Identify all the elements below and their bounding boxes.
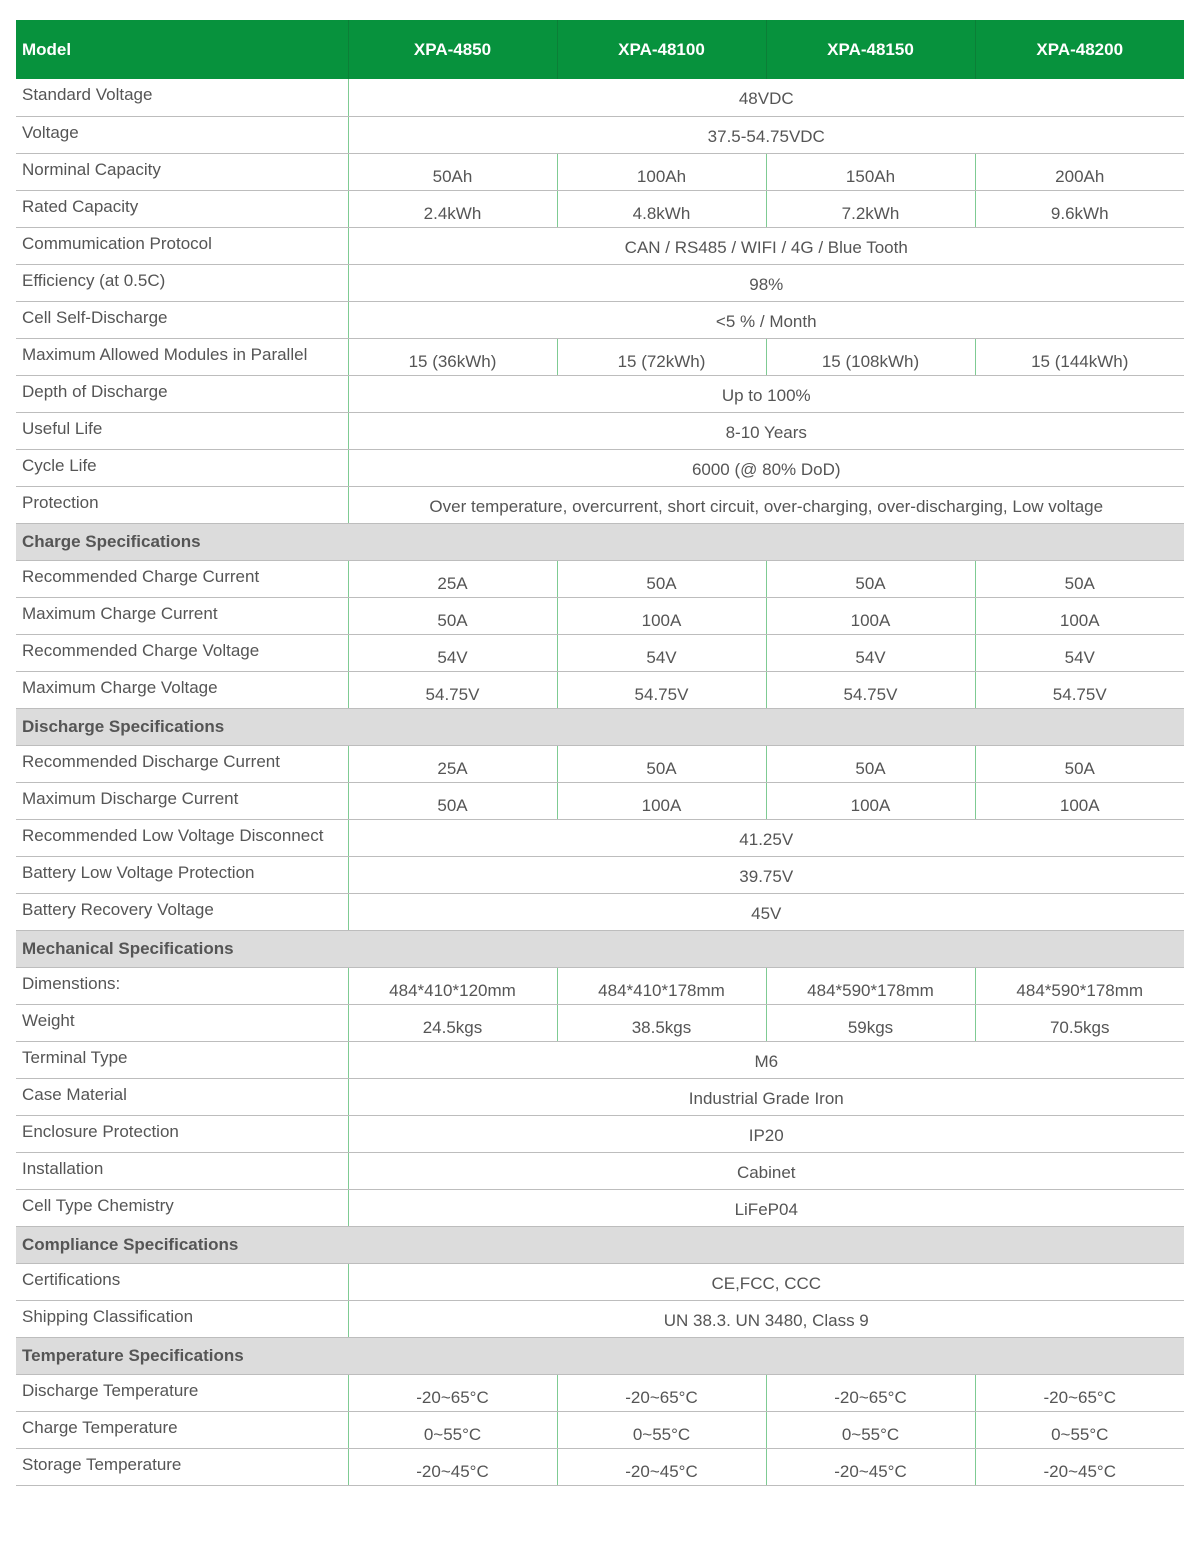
table-row [16,819,1184,856]
value-cell: 50A [766,560,975,597]
shared-value-cell: Cabinet [348,1152,1184,1189]
row-label: Case Material [16,1078,348,1115]
value-cell: 54V [766,634,975,671]
row-label: Useful Life [16,412,348,449]
row-label: Maximum Charge Voltage [16,671,348,708]
shared-value-cell: UN 38.3. UN 3480, Class 9 [348,1300,1184,1337]
section-title: Mechanical Specifications [16,930,1184,967]
value-cell: 100Ah [557,153,766,190]
row-label: Terminal Type [16,1041,348,1078]
table-row [16,153,1184,190]
shared-value-cell: 8-10 Years [348,412,1184,449]
value-cell: 200Ah [975,153,1184,190]
shared-value-cell: CE,FCC, CCC [348,1263,1184,1300]
table-row [16,1263,1184,1300]
row-label: Dimenstions: [16,967,348,1004]
shared-value-cell: <5 % / Month [348,301,1184,338]
table-row [16,79,1184,116]
value-cell: 50A [975,745,1184,782]
table-row [16,412,1184,449]
row-label: Maximum Discharge Current [16,782,348,819]
section-header-row [16,1337,1184,1374]
row-label: Recommended Discharge Current [16,745,348,782]
value-cell: 50A [348,597,557,634]
table-row [16,893,1184,930]
shared-value-cell: IP20 [348,1115,1184,1152]
row-label: Recommended Charge Current [16,560,348,597]
shared-value-cell: 98% [348,264,1184,301]
shared-value-cell: Up to 100% [348,375,1184,412]
value-cell: -20~45°C [975,1448,1184,1485]
section-title: Compliance Specifications [16,1226,1184,1263]
section-header-row [16,1226,1184,1263]
table-row [16,1115,1184,1152]
model-name-header: XPA-48150 [766,20,975,79]
value-cell: 70.5kgs [975,1004,1184,1041]
shared-value-cell: M6 [348,1041,1184,1078]
section-title: Temperature Specifications [16,1337,1184,1374]
row-label: Rated Capacity [16,190,348,227]
value-cell: 4.8kWh [557,190,766,227]
row-label: Charge Temperature [16,1411,348,1448]
value-cell: 54V [975,634,1184,671]
row-label: Weight [16,1004,348,1041]
model-header-label: Model [16,20,348,79]
row-label: Recommended Charge Voltage [16,634,348,671]
value-cell: 50Ah [348,153,557,190]
table-row [16,116,1184,153]
model-name-header: XPA-4850 [348,20,557,79]
value-cell: 50A [975,560,1184,597]
value-cell: -20~65°C [557,1374,766,1411]
table-row [16,338,1184,375]
table-header [16,20,1184,79]
row-label: Recommended Low Voltage Disconnect [16,819,348,856]
value-cell: 54V [348,634,557,671]
value-cell: 100A [557,597,766,634]
spec-table-container [16,20,1184,1486]
row-label: Protection [16,486,348,523]
value-cell: -20~45°C [348,1448,557,1485]
value-cell: 54.75V [348,671,557,708]
value-cell: 50A [557,560,766,597]
table-row [16,671,1184,708]
table-row [16,190,1184,227]
table-row [16,264,1184,301]
value-cell: 15 (108kWh) [766,338,975,375]
shared-value-cell: 41.25V [348,819,1184,856]
value-cell: 484*590*178mm [975,967,1184,1004]
value-cell: 59kgs [766,1004,975,1041]
model-name-header: XPA-48100 [557,20,766,79]
row-label: Norminal Capacity [16,153,348,190]
row-label: Commumication Protocol [16,227,348,264]
value-cell: -20~65°C [766,1374,975,1411]
table-row [16,745,1184,782]
table-row [16,375,1184,412]
shared-value-cell: Over temperature, overcurrent, short circuit, over-charging, over-discharging, Low voltage [348,486,1184,523]
table-row [16,1152,1184,1189]
table-row [16,1078,1184,1115]
value-cell: 100A [766,782,975,819]
value-cell: -20~45°C [557,1448,766,1485]
table-row [16,1004,1184,1041]
table-row [16,486,1184,523]
value-cell: 100A [975,597,1184,634]
value-cell: -20~65°C [348,1374,557,1411]
row-label: Battery Low Voltage Protection [16,856,348,893]
value-cell: 9.6kWh [975,190,1184,227]
table-row [16,856,1184,893]
section-header-row [16,708,1184,745]
section-header-row [16,930,1184,967]
table-row [16,301,1184,338]
value-cell: 484*410*178mm [557,967,766,1004]
table-row [16,1300,1184,1337]
value-cell: 24.5kgs [348,1004,557,1041]
value-cell: 0~55°C [766,1411,975,1448]
value-cell: -20~65°C [975,1374,1184,1411]
row-label: Battery Recovery Voltage [16,893,348,930]
shared-value-cell: 37.5-54.75VDC [348,116,1184,153]
shared-value-cell: 48VDC [348,79,1184,116]
table-row [16,782,1184,819]
value-cell: 15 (144kWh) [975,338,1184,375]
value-cell: 0~55°C [975,1411,1184,1448]
model-name-header: XPA-48200 [975,20,1184,79]
row-label: Standard Voltage [16,79,348,116]
row-label: Maximum Allowed Modules in Parallel [16,338,348,375]
value-cell: 15 (36kWh) [348,338,557,375]
row-label: Certifications [16,1263,348,1300]
value-cell: 0~55°C [557,1411,766,1448]
value-cell: 54.75V [975,671,1184,708]
row-label: Cell Type Chemistry [16,1189,348,1226]
value-cell: 38.5kgs [557,1004,766,1041]
value-cell: 0~55°C [348,1411,557,1448]
row-label: Shipping Classification [16,1300,348,1337]
table-row [16,1448,1184,1485]
row-label: Enclosure Protection [16,1115,348,1152]
shared-value-cell: 45V [348,893,1184,930]
table-row [16,1041,1184,1078]
value-cell: 50A [348,782,557,819]
value-cell: 100A [975,782,1184,819]
value-cell: 100A [766,597,975,634]
value-cell: 25A [348,745,557,782]
value-cell: 7.2kWh [766,190,975,227]
value-cell: 54.75V [557,671,766,708]
value-cell: 25A [348,560,557,597]
value-cell: 54.75V [766,671,975,708]
value-cell: 50A [557,745,766,782]
table-row [16,634,1184,671]
row-label: Efficiency (at 0.5C) [16,264,348,301]
table-row [16,597,1184,634]
shared-value-cell: 39.75V [348,856,1184,893]
value-cell: 484*590*178mm [766,967,975,1004]
shared-value-cell: Industrial Grade Iron [348,1078,1184,1115]
value-cell: 484*410*120mm [348,967,557,1004]
table-row [16,449,1184,486]
value-cell: 100A [557,782,766,819]
value-cell: -20~45°C [766,1448,975,1485]
section-header-row [16,523,1184,560]
row-label: Cell Self-Discharge [16,301,348,338]
table-row [16,1189,1184,1226]
row-label: Installation [16,1152,348,1189]
row-label: Storage Temperature [16,1448,348,1485]
header-row [16,20,1184,79]
section-title: Charge Specifications [16,523,1184,560]
row-label: Cycle Life [16,449,348,486]
row-label: Maximum Charge Current [16,597,348,634]
value-cell: 54V [557,634,766,671]
value-cell: 2.4kWh [348,190,557,227]
table-row [16,1411,1184,1448]
table-row [16,1374,1184,1411]
value-cell: 15 (72kWh) [557,338,766,375]
row-label: Depth of Discharge [16,375,348,412]
value-cell: 50A [766,745,975,782]
shared-value-cell: 6000 (@ 80% DoD) [348,449,1184,486]
table-row [16,967,1184,1004]
table-row [16,227,1184,264]
table-body [16,79,1184,1485]
shared-value-cell: LiFeP04 [348,1189,1184,1226]
table-row [16,560,1184,597]
value-cell: 150Ah [766,153,975,190]
row-label: Voltage [16,116,348,153]
spec-table [16,20,1184,1486]
section-title: Discharge Specifications [16,708,1184,745]
row-label: Discharge Temperature [16,1374,348,1411]
shared-value-cell: CAN / RS485 / WIFI / 4G / Blue Tooth [348,227,1184,264]
